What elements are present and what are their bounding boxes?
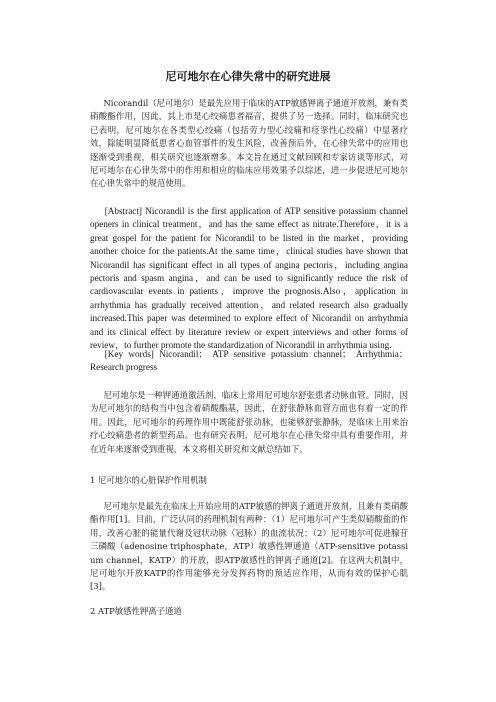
section-1-body: 尼可地尔是最先在临床上开始应用的ATP敏感的钾离子通道开放剂，且兼有类硝酸酯作用[1]。目前，广泛认同的药理机制有两种：（1）尼可地尔可产生类似硝酸盐的作用，改善心脏的能量代谢及冠状动脉（冠脉）的血流状况；（2）尼可地尔可促进腺苷三磷酸（adenosine triphosphate，ATP）敏感性钾通道（ATP-sensitive potassium channel，KATP）的开放，即ATP敏感性的钾离子通道[2]。在这两大机制中，尼可地尔开放KATP的作用能够充分发挥药物的预适应作用，从而有效的保护心肌[3]。 (90, 501, 408, 592)
abstract-chinese: Nicorandil（尼可地尔）是最先应用于临床的ATP敏感钾离子通道开放剂，兼有类硝酸酯作用，因此，其上市是心绞痛患者福音，提供了另一选择。同时，临床研究也已表明，尼可地尔在各类型心绞痛（包括劳力型心绞痛和痉挛性心绞痛）中显著疗效，除能明显降低患者心血管事件的发生风险，改善预后外，在心律失常中的应用也逐渐受到重视，相关研究也逐渐增多。本文旨在通过文献回顾和专家访谈等形式，对尼可地尔在心律失常中的作用和相应的临床应用效果予以综述，进一步促进尼可地尔在心律失常中的规范使用。 (90, 98, 408, 189)
section-2-heading: 2 ATP敏感性钾离子通道 (90, 606, 182, 616)
abstract-english: [Abstract] Nicorandil is the first application of ATP sensitive potassium channel openers in clinical treatment，and has the same effect as nitrate.Therefore，it is a great gospel for the patient for Nicorandil to be listed in the market，providing another choice for the patients.At the same time，clinical studies have shown that Nicorandil has significant effect in all types of angina pectoris，including angina pectoris and spasm angina，and can be used to significantly reduce the risk of cardiovascular events in patients，improve the prognosis.Also，application in arrhythmia has gradually received attention，and related research also gradually increased.This paper was determined to explore effect of Nicorandil on arrhythmia and its clinical effect by literature review or expert interviews and other forms of review，to further promote the standardization of Nicorandil in arrhythmia using. (90, 206, 408, 351)
section-1-heading: 1 尼可地尔的心脏保护作用机制 (90, 475, 207, 485)
introduction-paragraph: 尼可地尔是一种钾通道激活剂，临床上常用尼可地尔舒张患者动脉血管。同时，因为尼可地尔的结构当中包含着硝酸酯基，因此，在舒张静脉血管方面也有着一定的作用。因此，尼可地尔的药理作用中既能舒张动脉，也能够舒张静脉，是临床上用来治疗心绞痛患者的新型药品。也有研究表明，尼可地尔在心律失常中具有重要作用，并在近年来逐渐受到重视，本文将相关研究和文献总结如下。 (90, 390, 408, 454)
document-title: 尼可地尔在心律失常中的研究进展 (165, 70, 331, 83)
keywords-english: [Key words] Nicorandil； ATP sensitive potassium channel； Arrhythmia； Research progress (90, 349, 408, 373)
